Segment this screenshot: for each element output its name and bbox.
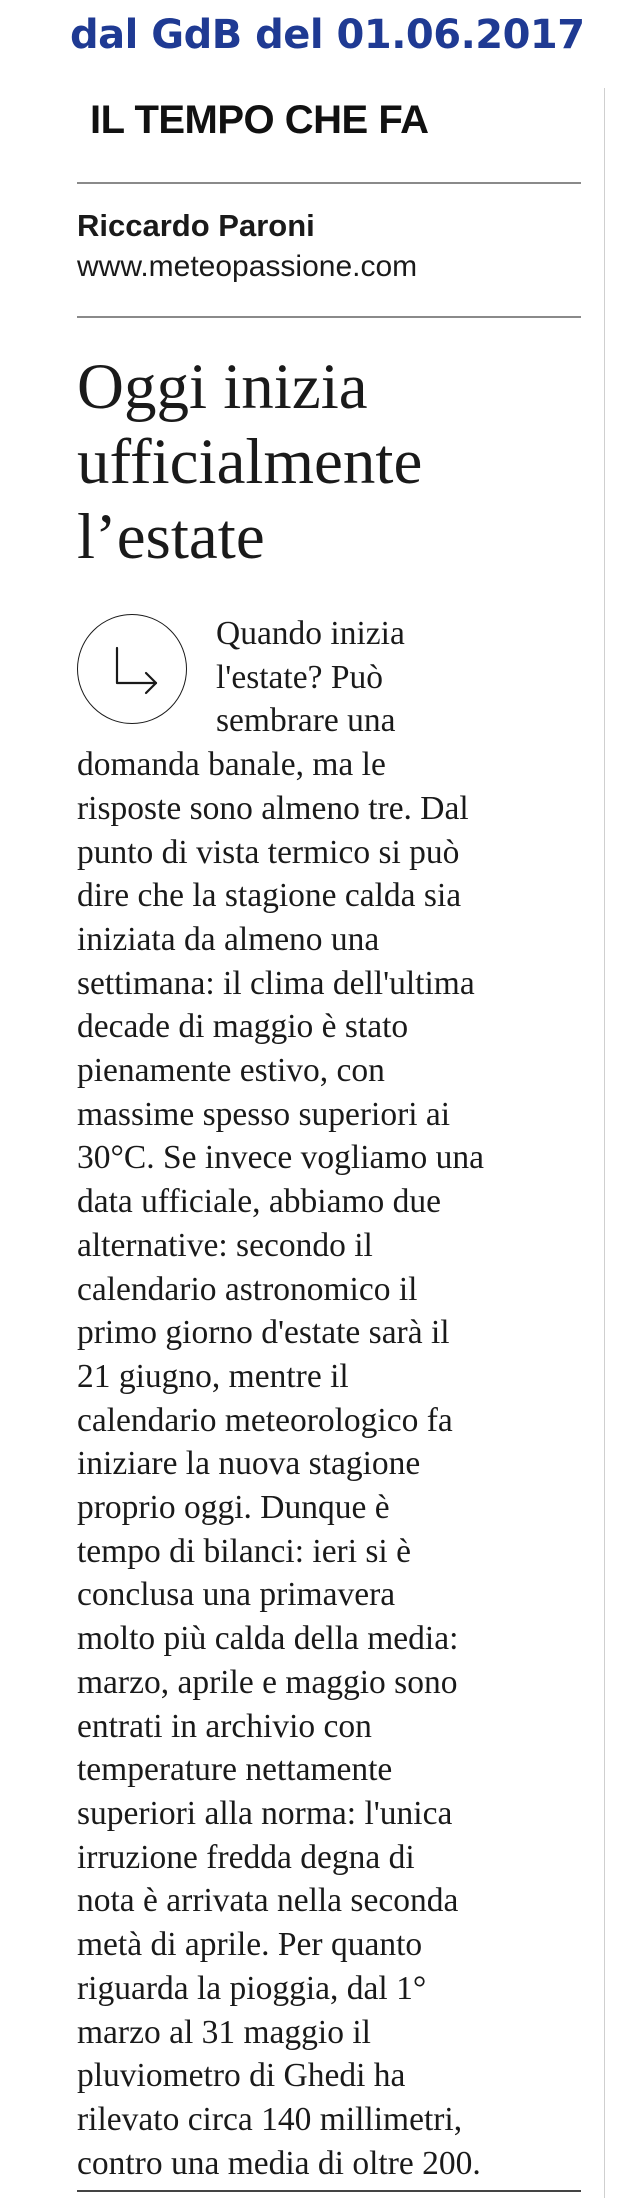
headline	[77, 350, 597, 575]
body-line: molto più calda della media:	[77, 1620, 459, 1658]
body-line: risposte sono almeno tre. Dal	[77, 789, 469, 827]
body-line: decade di maggio è stato	[77, 1008, 409, 1046]
body-line: massime spesso superiori ai	[77, 1095, 451, 1133]
body-line: domanda banale, ma le	[77, 746, 386, 784]
body-line: 21 giugno, mentre il	[77, 1357, 349, 1395]
body-line: iniziare la nuova stagione	[77, 1445, 421, 1483]
article-body	[77, 612, 587, 2185]
body-line: temperature nettamente	[77, 1751, 393, 1789]
body-line: dire che la stagione calda sia	[77, 877, 462, 915]
body-line: conclusa una primavera	[77, 1576, 396, 1614]
body-line: superiori alla norma: l'unica	[77, 1794, 453, 1832]
body-line: marzo, aprile e maggio sono	[77, 1663, 458, 1701]
body-line: pienamente estivo, con	[77, 1052, 385, 1090]
body-line: riguarda la pioggia, dal 1°	[77, 1969, 427, 2007]
body-line: tempo di bilanci: ieri si è	[77, 1532, 411, 1570]
body-line: irruzione fredda degna di	[77, 1838, 415, 1876]
body-line: marzo al 31 maggio il	[77, 2013, 371, 2051]
author-name: Riccardo Paroni	[77, 208, 315, 243]
bottom-divider	[77, 2190, 581, 2192]
author-website: www.meteopassione.com	[77, 250, 418, 283]
body-line: sembrare una	[216, 702, 396, 740]
column-divider	[604, 88, 605, 2198]
body-line: contro una media di oltre 200.	[77, 2144, 481, 2182]
body-line: l'estate? Può	[216, 658, 383, 696]
headline-line: ufficialmente	[77, 426, 423, 498]
body-line: calendario meteorologico fa	[77, 1401, 453, 1439]
body-line: nota è arrivata nella seconda	[77, 1882, 459, 1920]
top-divider	[77, 182, 581, 184]
headline-line: l’estate	[77, 501, 265, 573]
body-line: pluviometro di Ghedi ha	[77, 2057, 406, 2095]
body-line: proprio oggi. Dunque è	[77, 1489, 390, 1527]
body-line: metà di aprile. Per quanto	[77, 1926, 423, 1964]
byline-divider	[77, 316, 581, 318]
body-line: entrati in archivio con	[77, 1707, 372, 1745]
source-line: dal GdB del 01.06.2017	[70, 12, 585, 58]
body-line: rilevato circa 140 millimetri,	[77, 2100, 463, 2138]
rubric-title: IL TEMPO CHE FA	[90, 98, 429, 142]
headline-line: Oggi inizia	[77, 351, 368, 423]
body-line: data ufficiale, abbiamo due	[77, 1183, 442, 1221]
body-line: primo giorno d'estate sarà il	[77, 1314, 450, 1352]
body-line: Quando inizia	[216, 615, 405, 652]
body-line: calendario astronomico il	[77, 1270, 418, 1308]
body-line: iniziata da almeno una	[77, 920, 380, 958]
body-line: punto di vista termico si può	[77, 833, 460, 871]
body-line: 30°C. Se invece vogliamo una	[77, 1139, 484, 1177]
body-line: settimana: il clima dell'ultima	[77, 964, 475, 1002]
body-line: alternative: secondo il	[77, 1226, 373, 1264]
